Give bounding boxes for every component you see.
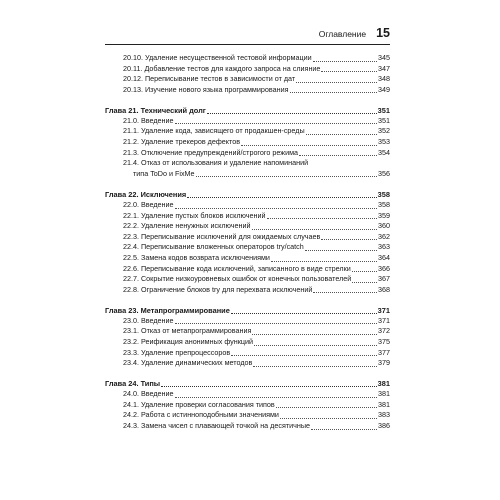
header-rule: [105, 44, 390, 45]
toc-entry[interactable]: 23.0. Введение 371: [123, 315, 390, 325]
toc-entry[interactable]: 21.0. Введение 351: [123, 115, 390, 125]
toc-entry[interactable]: 20.11. Добавление тестов для каждого запроса на слияние 347: [123, 63, 390, 73]
toc-entry[interactable]: 24.0. Введение 381: [123, 389, 390, 399]
leader-dots: [252, 229, 378, 230]
leader-dots: [241, 145, 377, 146]
leader-dots: [276, 407, 377, 408]
leader-dots: [313, 61, 377, 62]
leader-dots: [252, 334, 377, 335]
toc-entry[interactable]: 22.3. Переписывание исключений для ожидаемых случаев 362: [123, 231, 390, 241]
running-header: [105, 26, 390, 40]
toc-entry[interactable]: 21.4. Отказ от использования и удаление напоминаний: [123, 158, 309, 168]
toc-entry[interactable]: 23.3. Удаление препроцессоров 377: [123, 347, 390, 357]
toc-entry[interactable]: 22.6. Переписывание кода исключений, записанного в виде стрелки 366: [123, 263, 390, 273]
leader-dots: [161, 386, 377, 387]
leader-dots: [175, 208, 377, 209]
toc-entry[interactable]: 22.4. Переписывание вложенных операторов try/catch 363: [123, 242, 390, 252]
leader-dots: [311, 429, 377, 430]
leader-dots: [352, 271, 377, 272]
toc-entry-continuation[interactable]: типа ToDo и FixMe 356: [133, 168, 390, 178]
toc-entry[interactable]: 22.0. Введение 358: [123, 199, 390, 209]
toc-entry[interactable]: 23.4. Удаление динамических методов 379: [123, 358, 390, 368]
running-header-section: Оглавление: [318, 29, 367, 39]
toc-entry[interactable]: 23.2. Реификация анонимных функций 375: [123, 336, 390, 346]
leader-dots: [306, 134, 377, 135]
leader-dots: [321, 239, 377, 240]
table-of-contents: [105, 53, 390, 432]
toc-entry[interactable]: 24.3. Замена чисел с плавающей точкой на десятичные 386: [123, 421, 390, 431]
leader-dots: [299, 155, 377, 156]
toc-entry[interactable]: 21.3. Отключение предупреждений/строгого режима 354: [123, 147, 390, 157]
leader-dots: [280, 418, 377, 419]
leader-dots: [313, 292, 377, 293]
leader-dots: [305, 250, 377, 251]
leader-dots: [296, 82, 377, 83]
toc-entry[interactable]: 23.1. Отказ от метапрограммирования 372: [123, 326, 390, 336]
toc-entry[interactable]: 22.1. Удаление пустых блоков исключений 359: [123, 210, 390, 220]
leader-dots: [207, 113, 377, 114]
leader-dots: [271, 261, 377, 262]
toc-entry[interactable]: 20.10. Удаление несущественной тестовой информации 345: [123, 53, 390, 62]
leader-dots: [175, 323, 377, 324]
chapter-heading[interactable]: Глава 23. Метапрограммирование 371: [105, 305, 390, 315]
toc-entry[interactable]: 21.1. Удаление кода, зависящего от продакшен-среды 352: [123, 126, 390, 136]
leader-dots: [175, 123, 377, 124]
leader-dots: [175, 397, 377, 398]
leader-dots: [231, 355, 377, 356]
leader-dots: [187, 197, 376, 198]
toc-entry[interactable]: 22.2. Удаление ненужных исключений 360: [123, 221, 390, 231]
leader-dots: [253, 366, 377, 367]
leader-dots: [254, 345, 377, 346]
toc-entry[interactable]: 20.12. Переписывание тестов в зависимости от дат 348: [123, 74, 390, 84]
leader-dots: [290, 92, 378, 93]
toc-entry[interactable]: 21.2. Удаление трекеров дефектов 353: [123, 137, 390, 147]
leader-dots: [231, 313, 377, 314]
page-number: 15: [376, 26, 390, 40]
chapter-heading[interactable]: Глава 22. Исключения 358: [105, 189, 390, 199]
toc-entry[interactable]: 22.5. Замена кодов возврата исключениями 364: [123, 252, 390, 262]
toc-entry[interactable]: 22.7. Сокрытие низкоуровневых ошибок от конечных пользователей 367: [123, 274, 390, 284]
toc-entry[interactable]: 24.1. Удаление проверки согласования типов 381: [123, 399, 390, 409]
leader-dots: [321, 71, 377, 72]
leader-dots: [352, 282, 377, 283]
chapter-heading[interactable]: Глава 21. Технический долг 351: [105, 105, 390, 115]
toc-entry[interactable]: 20.13. Изучение нового языка программирования 349: [123, 84, 390, 94]
toc-entry[interactable]: 22.8. Ограничение блоков try для перехвата исключений 368: [123, 284, 390, 294]
leader-dots: [267, 218, 378, 219]
leader-dots: [196, 176, 377, 177]
chapter-heading[interactable]: Глава 24. Типы 381: [105, 379, 390, 389]
toc-entry[interactable]: 24.2. Работа с истинноподобными значениями 383: [123, 410, 390, 420]
